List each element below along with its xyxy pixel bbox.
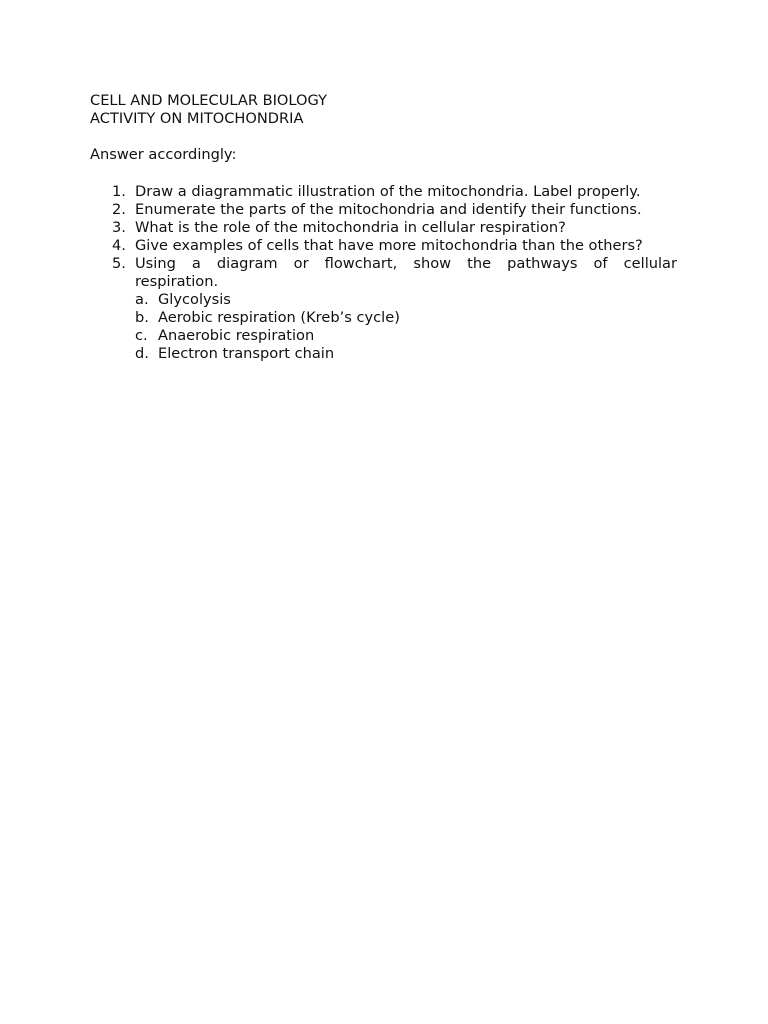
instruction-text: Answer accordingly: [90,146,237,163]
activity-title: ACTIVITY ON MITOCHONDRIA [90,110,304,127]
sub-question-text: Electron transport chain [158,345,335,362]
question-text: Give examples of cells that have more mitochondria than the others? [135,237,643,254]
sub-question-item [135,309,677,327]
sub-question-item [135,345,677,363]
sub-question-letter: a. [135,291,149,308]
sub-question-list [135,291,677,363]
question-text-line-1: Using a diagram or flowchart, show the pathways of cellular [135,255,677,272]
question-item [90,183,677,201]
sub-question-letter: b. [135,309,149,326]
question-item [90,255,677,363]
question-item [90,219,677,237]
sub-question-letter: c. [135,327,148,344]
sub-question-item [135,291,677,309]
question-number: 5. [112,255,126,272]
sub-question-text: Anaerobic respiration [158,327,315,344]
question-item [90,237,677,255]
question-item [90,201,677,219]
sub-question-text: Aerobic respiration (Kreb’s cycle) [158,309,400,326]
sub-question-item [135,327,677,345]
document-page [90,92,677,363]
question-text: What is the role of the mitochondria in cellular respiration? [135,219,566,236]
question-number: 3. [112,219,126,236]
course-title: CELL AND MOLECULAR BIOLOGY [90,92,328,109]
sub-question-text: Glycolysis [158,291,231,308]
question-number: 1. [112,183,126,200]
question-text: Draw a diagrammatic illustration of the mitochondria. Label properly. [135,183,641,200]
sub-question-letter: d. [135,345,149,362]
question-list [90,183,677,363]
question-number: 4. [112,237,126,254]
question-text-line-2: respiration. [135,273,219,290]
question-text: Enumerate the parts of the mitochondria and identify their functions. [135,201,642,218]
question-number: 2. [112,201,126,218]
